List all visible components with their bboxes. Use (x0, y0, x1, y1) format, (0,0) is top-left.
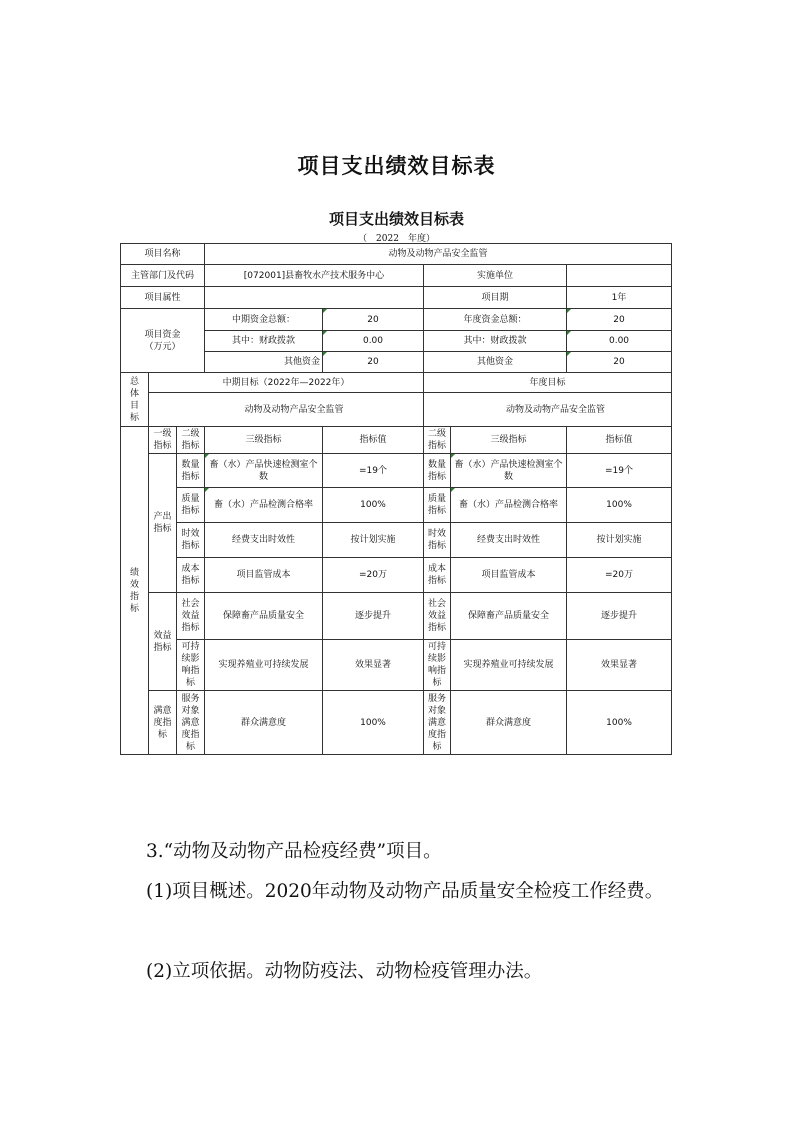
level2-cell-right: 数量 指标 (424, 454, 451, 488)
project-period-label: 项目期 (424, 287, 567, 309)
perf-indicator-label: 绩 效 指 标 (121, 427, 149, 755)
table-row (121, 640, 672, 691)
mid-other-value: 20 (323, 352, 424, 373)
year-other-value: 20 (567, 352, 672, 373)
level3-cell: 实现养殖业可持续发展 (205, 640, 323, 691)
paragraph-overview: (1)项目概述。2020年动物及动物产品质量安全检疫工作经费。 (146, 881, 664, 902)
overall-goal-label: 总 体 目 标 (121, 373, 149, 427)
value-cell: =19个 (323, 454, 424, 488)
level3-cell-right: 畜（水）产品检测合格率 (451, 488, 567, 523)
level2-cell-right: 成本 指标 (424, 558, 451, 593)
level2-cell-right: 质量 指标 (424, 488, 451, 523)
level2-cell-right: 可持 续影 响指 标 (424, 640, 451, 691)
header-level3-right: 三级指标 (451, 427, 567, 454)
level2-cell: 服务 对象 满意 度指 标 (177, 691, 205, 755)
value-cell-right: 效果显著 (567, 640, 672, 691)
impl-unit-label: 实施单位 (424, 265, 567, 287)
table-row (121, 454, 672, 488)
value-cell-right: =19个 (567, 454, 672, 488)
dept-value: [072001]县畜牧水产技术服务中心 (205, 265, 424, 287)
value-cell: 100% (323, 488, 424, 523)
level2-cell: 数量 指标 (177, 454, 205, 488)
table-row (121, 488, 672, 523)
value-cell-right: 100% (567, 691, 672, 755)
paragraph-item-3: 3.“动物及动物产品检疫经费”项目。 (146, 841, 442, 862)
funds-label: 项目资金 （万元） (121, 309, 205, 373)
level2-cell-right: 服务 对象 满意 度指 标 (424, 691, 451, 755)
year-total-value: 20 (567, 309, 672, 331)
mid-other-label: 其他资金 (205, 352, 323, 373)
table-row (121, 523, 672, 558)
level3-cell: 群众满意度 (205, 691, 323, 755)
mid-goal-header: 中期目标（2022年—2022年） (149, 373, 424, 393)
header-level1: 一级 指标 (149, 427, 177, 454)
value-cell-right: 100% (567, 488, 672, 523)
page-title: 项目支出绩效目标表 (297, 153, 496, 178)
mid-goal-text: 动物及动物产品安全监管 (149, 393, 424, 427)
year-other-label: 其他资金 (424, 352, 567, 373)
header-value: 指标值 (323, 427, 424, 454)
level3-cell: 经费支出时效性 (205, 523, 323, 558)
header-value-right: 指标值 (567, 427, 672, 454)
header-level3: 三级指标 (205, 427, 323, 454)
year-fiscal-value: 0.00 (567, 331, 672, 352)
level3-cell: 畜（水）产品快速检测室个数 (205, 454, 323, 488)
level3-cell-right: 经费支出时效性 (451, 523, 567, 558)
benefit-indicator-label: 效益 指标 (149, 593, 177, 691)
table-row (121, 558, 672, 593)
mid-total-value: 20 (323, 309, 424, 331)
output-indicator-label: 产出 指标 (149, 454, 177, 593)
dept-label: 主管部门及代码 (121, 265, 205, 287)
table-row (121, 691, 672, 755)
level2-cell: 成本 指标 (177, 558, 205, 593)
year-fiscal-label: 其中：财政拨款 (424, 331, 567, 352)
impl-unit-value (567, 265, 672, 287)
project-period-value: 1年 (567, 287, 672, 309)
year-goal-header: 年度目标 (424, 373, 672, 393)
level3-cell-right: 实现养殖业可持续发展 (451, 640, 567, 691)
table-year-line: （ 2022 年度） (358, 234, 435, 244)
project-name-value: 动物及动物产品安全监管 (205, 244, 672, 265)
paragraph-basis: (2)立项依据。动物防疫法、动物检疫管理办法。 (146, 961, 543, 982)
level3-cell-right: 项目监管成本 (451, 558, 567, 593)
level2-cell-right: 社会 效益 指标 (424, 593, 451, 640)
value-cell-right: =20万 (567, 558, 672, 593)
level2-cell: 可持 续影 响指 标 (177, 640, 205, 691)
level3-cell: 保障畜产品质量安全 (205, 593, 323, 640)
year-total-label: 年度资金总额： (424, 309, 567, 331)
level3-cell-right: 畜（水）产品快速检测室个数 (451, 454, 567, 488)
project-name-label: 项目名称 (121, 244, 205, 265)
value-cell: 按计划实施 (323, 523, 424, 558)
performance-target-table (120, 243, 672, 755)
mid-fiscal-value: 0.00 (323, 331, 424, 352)
header-level2: 二级 指标 (177, 427, 205, 454)
value-cell-right: 逐步提升 (567, 593, 672, 640)
value-cell: 效果显著 (323, 640, 424, 691)
table-row (121, 593, 672, 640)
value-cell: 逐步提升 (323, 593, 424, 640)
project-attr-label: 项目属性 (121, 287, 205, 309)
level2-cell: 质量 指标 (177, 488, 205, 523)
level3-cell: 项目监管成本 (205, 558, 323, 593)
level2-cell: 时效 指标 (177, 523, 205, 558)
level3-cell-right: 群众满意度 (451, 691, 567, 755)
header-level2-right: 二级 指标 (424, 427, 451, 454)
value-cell: 100% (323, 691, 424, 755)
level3-cell: 畜（水）产品检测合格率 (205, 488, 323, 523)
level3-cell-right: 保障畜产品质量安全 (451, 593, 567, 640)
table-caption: 项目支出绩效目标表 (328, 210, 464, 228)
project-attr-value (205, 287, 424, 309)
year-goal-text: 动物及动物产品安全监管 (424, 393, 672, 427)
level2-cell-right: 时效 指标 (424, 523, 451, 558)
satisfaction-indicator-label: 满意 度指 标 (149, 691, 177, 755)
level2-cell: 社会 效益 指标 (177, 593, 205, 640)
mid-total-label: 中期资金总额： (205, 309, 323, 331)
mid-fiscal-label: 其中：财政拨款 (205, 331, 323, 352)
value-cell: =20万 (323, 558, 424, 593)
value-cell-right: 按计划实施 (567, 523, 672, 558)
